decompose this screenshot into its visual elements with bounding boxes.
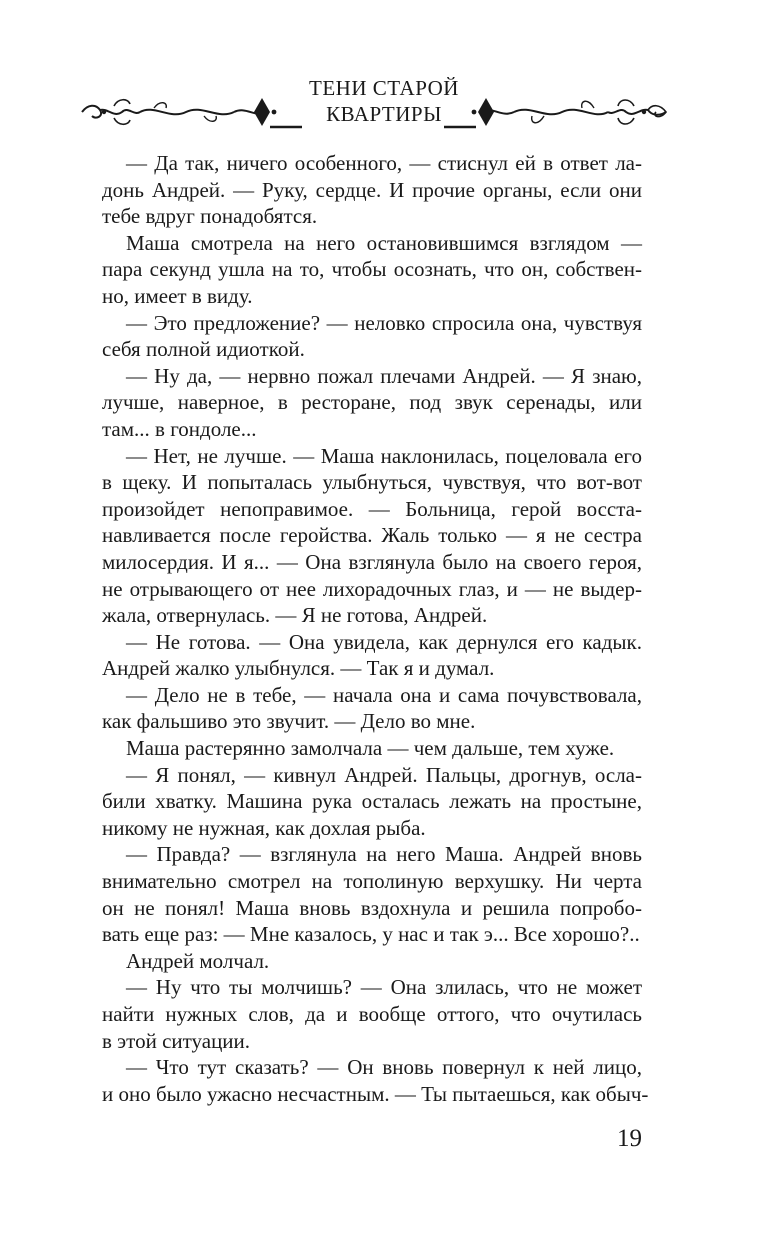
paragraph bbox=[102, 230, 642, 310]
text-line: навливается после геройства. Жаль только — я не сестра bbox=[102, 523, 642, 548]
text-line: били хватку. Машина рука осталась лежать на простыне, bbox=[102, 789, 642, 814]
text-line: милосердия. И я... — Она взглянула было на своего героя, bbox=[102, 549, 642, 574]
paragraph bbox=[102, 735, 642, 762]
text-line: — Нет, не лучше. — Маша наклонилась, поцеловала его bbox=[126, 443, 642, 468]
running-header bbox=[0, 76, 768, 136]
text-line: тебе вдруг понадобятся. bbox=[102, 204, 318, 229]
text-line: — Ну что ты молчишь? — Она злилась, что не может bbox=[126, 975, 642, 1000]
paragraph bbox=[102, 629, 642, 682]
text-line: донь Андрей. — Руку, сердце. И прочие органы, если они bbox=[102, 177, 642, 202]
text-line: — Правда? — взглянула на него Маша. Андрей вновь bbox=[126, 842, 642, 867]
text-line: — Это предложение? — неловко спросила она, чувствуя bbox=[126, 310, 642, 335]
text-line: — Дело не в тебе, — начала она и сама почувствовала, bbox=[126, 682, 642, 707]
paragraph bbox=[102, 150, 642, 230]
text-line: лучше, наверное, в ресторане, под звук серенады, или bbox=[102, 390, 642, 415]
paragraph bbox=[102, 363, 642, 443]
paragraph bbox=[102, 948, 642, 975]
text-line: Маша растерянно замолчала — чем дальше, тем хуже. bbox=[126, 736, 615, 761]
paragraph bbox=[102, 762, 642, 842]
text-line: жала, отвернулась. — Я не готова, Андрей. bbox=[102, 603, 488, 628]
text-line: — Я понял, — кивнул Андрей. Пальцы, дрогнув, осла- bbox=[126, 762, 642, 787]
header-title-line2: КВАРТИРЫ bbox=[326, 102, 442, 126]
text-line: — Ну да, — нервно пожал плечами Андрей. — Я знаю, bbox=[126, 363, 642, 388]
text-line: пара секунд ушла на то, чтобы осознать, что он, собствен- bbox=[102, 257, 642, 282]
paragraph bbox=[102, 1054, 649, 1107]
body-text bbox=[102, 150, 649, 1107]
text-line: он не понял! Маша вновь вздохнула и решила попробо- bbox=[102, 895, 642, 920]
paragraph bbox=[102, 682, 642, 735]
text-line: в щеку. И попыталась улыбнуться, чувствуя, что вот-вот bbox=[102, 470, 642, 495]
text-line: — Да так, ничего особенного, — стиснул ей в ответ ла- bbox=[126, 151, 642, 175]
text-line: как фальшиво это звучит. — Дело во мне. bbox=[102, 709, 476, 734]
page-number: 19 bbox=[617, 1125, 642, 1152]
right-ornament-icon bbox=[444, 86, 674, 136]
text-line: вать еще раз: — Мне казалось, у нас и так э... Все хорошо?.. bbox=[102, 922, 640, 947]
text-line: найти нужных слов, да и вообще оттого, что очутилась bbox=[102, 1002, 642, 1026]
text-line: произойдет непоправимое. — Больница, герой восста- bbox=[102, 496, 642, 521]
paragraph bbox=[102, 443, 642, 629]
text-line: Андрей жалко улыбнулся. — Так я и думал. bbox=[102, 656, 495, 681]
paragraph bbox=[102, 310, 642, 363]
header-title-line1: ТЕНИ СТАРОЙ bbox=[309, 76, 459, 100]
text-line: там... в гондоле... bbox=[102, 416, 257, 441]
text-line: внимательно смотрел на тополиную верхушку. Ни черта bbox=[102, 869, 642, 894]
text-line: — Не готова. — Она увидела, как дернулся его кадык. bbox=[126, 629, 642, 654]
text-line: себя полной идиоткой. bbox=[102, 337, 305, 362]
paragraph bbox=[102, 974, 642, 1054]
text-line: — Что тут сказать? — Он вновь повернул к ней лицо, bbox=[126, 1055, 642, 1080]
text-line: в этой ситуации. bbox=[102, 1028, 251, 1053]
text-line: но, имеет в виду. bbox=[102, 283, 253, 308]
text-line: никому не нужная, как дохлая рыба. bbox=[102, 815, 426, 840]
paragraph bbox=[102, 841, 642, 947]
text-line: не отрывающего от нее лихорадочных глаз, и — не выдер- bbox=[102, 576, 642, 601]
text-line: Маша смотрела на него остановившимся взглядом — bbox=[126, 230, 642, 255]
text-line: Андрей молчал. bbox=[126, 948, 270, 973]
text-line: и оно было ужасно несчастным. — Ты пытаешься, как обыч- bbox=[102, 1081, 649, 1106]
